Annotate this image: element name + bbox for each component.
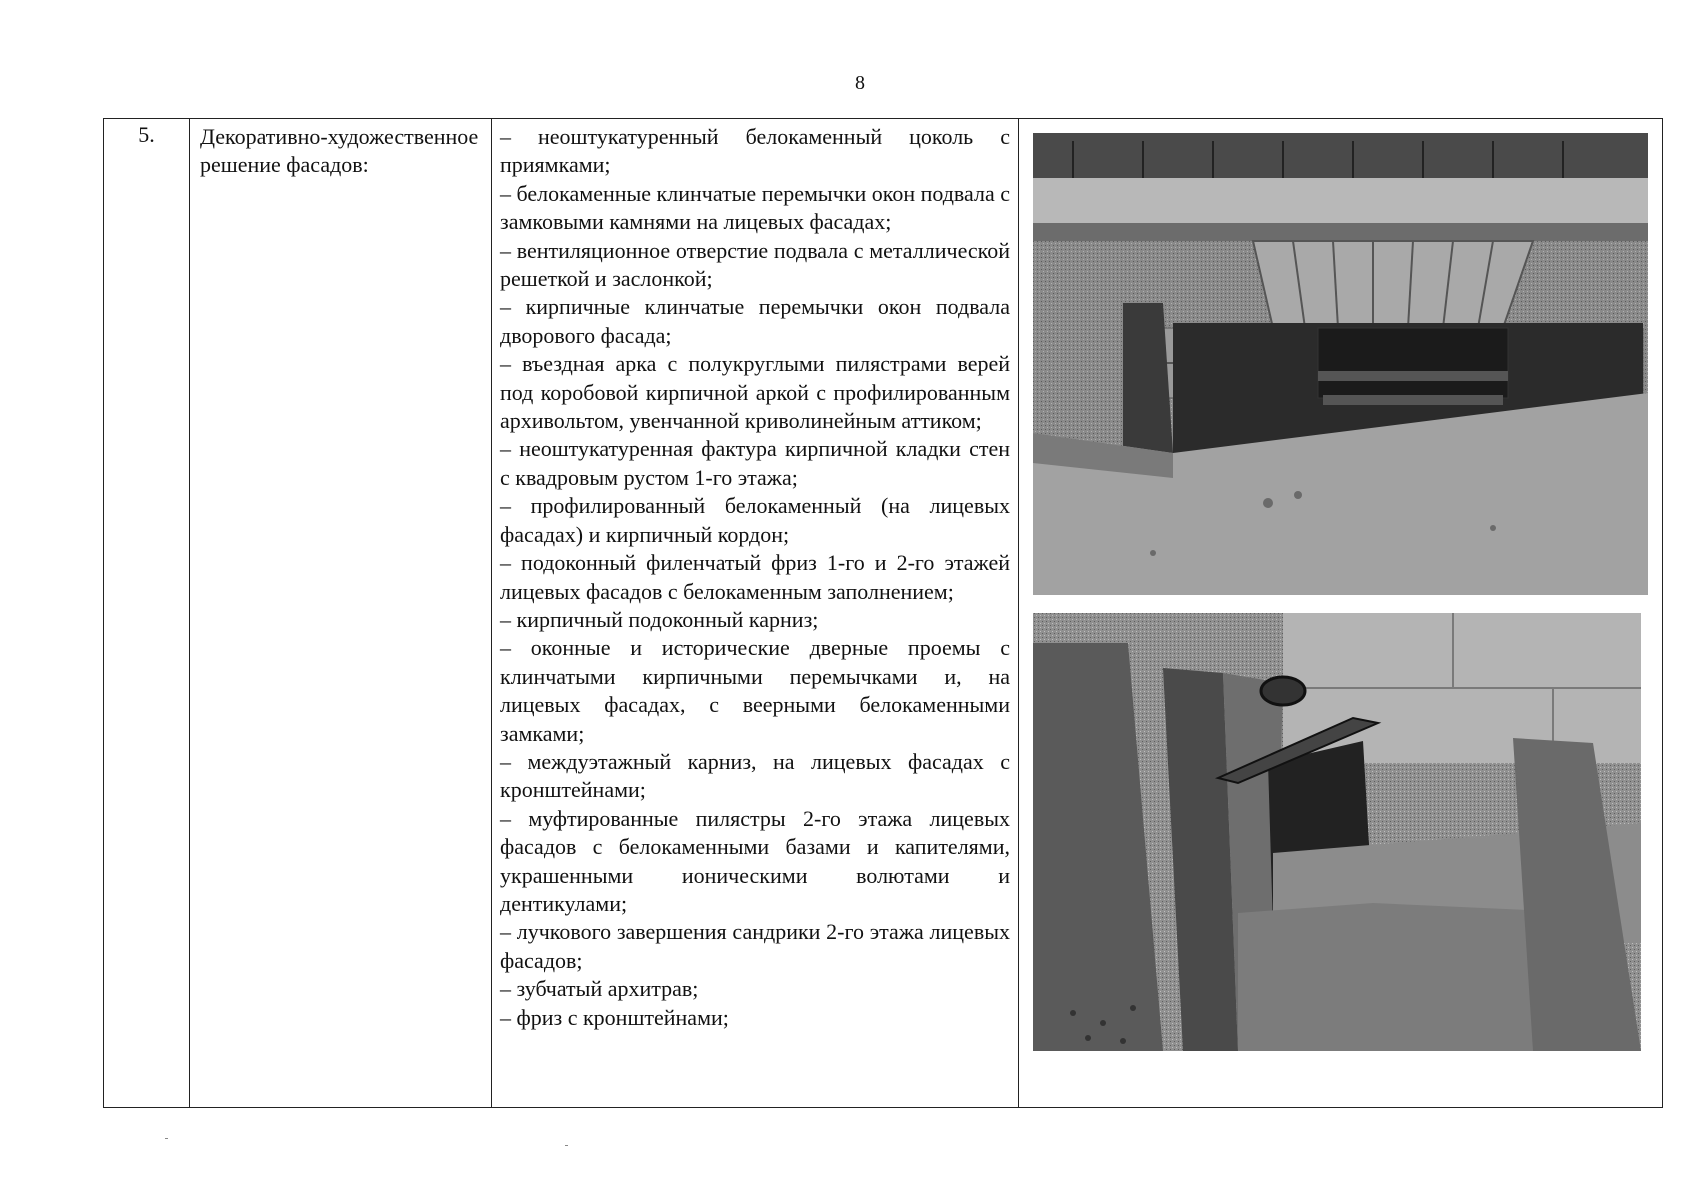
list-item: – оконные и исторические дверные проемы с клинчатыми кирпичными перемычками и, на лицевых фасадах, с веерными белокаменными замками; xyxy=(500,635,1010,746)
list-item: – муфтированные пилястры 2-го этажа лицевых фасадов с белокаменными базами и капителями, украшенными ионическими волютами и дентикулами; xyxy=(500,805,1010,916)
list-item: – лучкового завершения сандрики 2-го этажа лицевых фасадов; xyxy=(500,919,1010,973)
list-item: – въездная арка с полукруглыми пилястрами верей под коробовой кирпичной аркой с профилированным архивольтом, увенчанной криволинейным аттиком; xyxy=(500,351,1010,434)
row-name-cell xyxy=(190,119,492,1108)
list-item: – кирпичный подоконный карниз; xyxy=(500,606,819,632)
list-item: – неоштукатуренная фактура кирпичной кладки стен с квадровым рустом 1-го этажа; xyxy=(500,436,1010,490)
photo-ventilation-opening xyxy=(1033,613,1641,1051)
list-item: – неоштукатуренный белокаменный цоколь с приямками; xyxy=(500,124,1010,178)
list-item: – подоконный филенчатый фриз 1-го и 2-го этажей лицевых фасадов с белокаменным заполнением; xyxy=(500,550,1010,604)
list-item: – белокаменные клинчатые перемычки окон подвала с замковыми камнями на лицевых фасадах; xyxy=(500,180,1010,235)
table-row xyxy=(104,119,1663,1108)
photo-basement-window-lintel xyxy=(1033,133,1648,595)
row-name: Декоративно-художественное решение фасадов: xyxy=(200,124,479,177)
scan-artifact xyxy=(165,1138,168,1139)
feature-list xyxy=(492,119,1018,1032)
row-description-cell xyxy=(492,119,1019,1108)
photo-cell xyxy=(1019,119,1663,1108)
list-item: – вентиляционное отверстие подвала с металлической решеткой и заслонкой; xyxy=(500,237,1010,292)
scan-artifact xyxy=(565,1145,568,1146)
list-item: – профилированный белокаменный (на лицевых фасадах) и кирпичный кордон; xyxy=(500,493,1010,547)
row-number-cell xyxy=(104,119,190,1108)
list-item: – зубчатый архитрав; xyxy=(500,976,699,1002)
list-item: – фриз с кронштейнами; xyxy=(500,1004,729,1030)
list-item: – кирпичные клинчатые перемычки окон подвала дворового фасада; xyxy=(500,294,1010,348)
page-number: 8 xyxy=(855,72,865,94)
list-item: – междуэтажный карниз, на лицевых фасадах с кронштейнами; xyxy=(500,748,1010,803)
heritage-table xyxy=(103,118,1663,1108)
row-number: 5. xyxy=(138,122,155,147)
